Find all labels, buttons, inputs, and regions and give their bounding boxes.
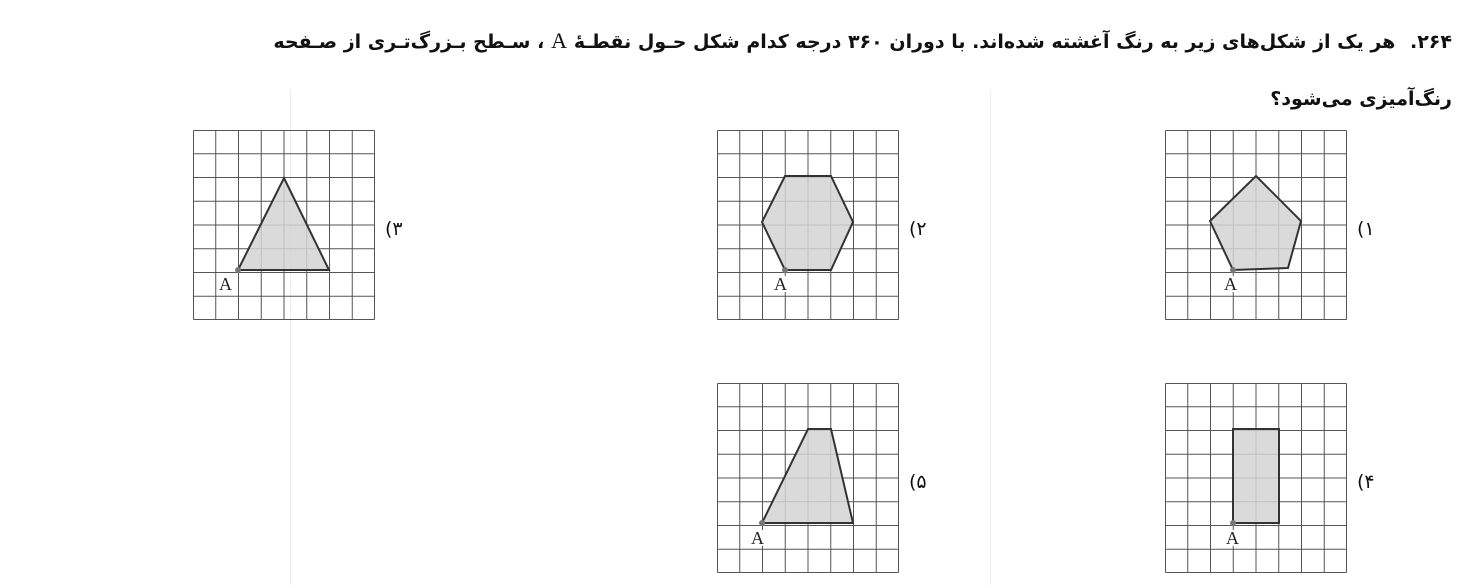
rectangle-shape [1233, 429, 1279, 523]
triangle-shape [238, 178, 329, 270]
point-a-marker [782, 267, 788, 273]
option-4-figure[interactable] [1165, 383, 1375, 573]
question-line-2: رنگ‌آمیزی می‌شود؟ [1270, 88, 1452, 110]
point-label: A [551, 28, 568, 53]
hexagon-shape [762, 176, 853, 270]
grid-figure [717, 383, 899, 573]
grid-figure [1165, 130, 1347, 320]
scan-artifact-line [990, 90, 991, 585]
question-text-part2: ، سـطح بـزرگ‌تـری از صـفحه [273, 31, 545, 53]
grid-figure [717, 130, 899, 320]
point-a-label: A [1226, 528, 1239, 548]
point-a-marker [1230, 267, 1236, 273]
point-a-marker [759, 520, 765, 526]
question-line-1 [273, 28, 1452, 54]
pentagon-shape [1210, 176, 1301, 270]
grid-figure [1165, 383, 1347, 573]
point-a-marker [1230, 520, 1236, 526]
grid-figure [193, 130, 375, 320]
option-4-label: (۴ [1357, 471, 1375, 493]
option-3-label: (۳ [385, 218, 403, 240]
point-a-label: A [774, 274, 787, 294]
option-5-label: (۵ [909, 471, 927, 493]
point-a-label: A [219, 274, 232, 294]
option-2-figure[interactable] [717, 130, 927, 320]
option-3-figure[interactable] [193, 130, 403, 320]
question-number: ۲۶۴. [1409, 31, 1452, 53]
option-1-label: (۱ [1357, 218, 1375, 240]
point-a-label: A [1224, 274, 1237, 294]
point-a-label: A [751, 528, 764, 548]
question-text-part1: هر یک از شکل‌های زیر به رنگ آغشته شده‌اند. با دوران ۳۶۰ درجه کدام شکل حـول نقطـهٔ [573, 31, 1396, 53]
point-a-marker [235, 267, 241, 273]
option-5-figure[interactable] [717, 383, 927, 573]
trapezoid-shape [762, 429, 853, 523]
option-1-figure[interactable] [1165, 130, 1375, 320]
option-2-label: (۲ [909, 218, 927, 240]
